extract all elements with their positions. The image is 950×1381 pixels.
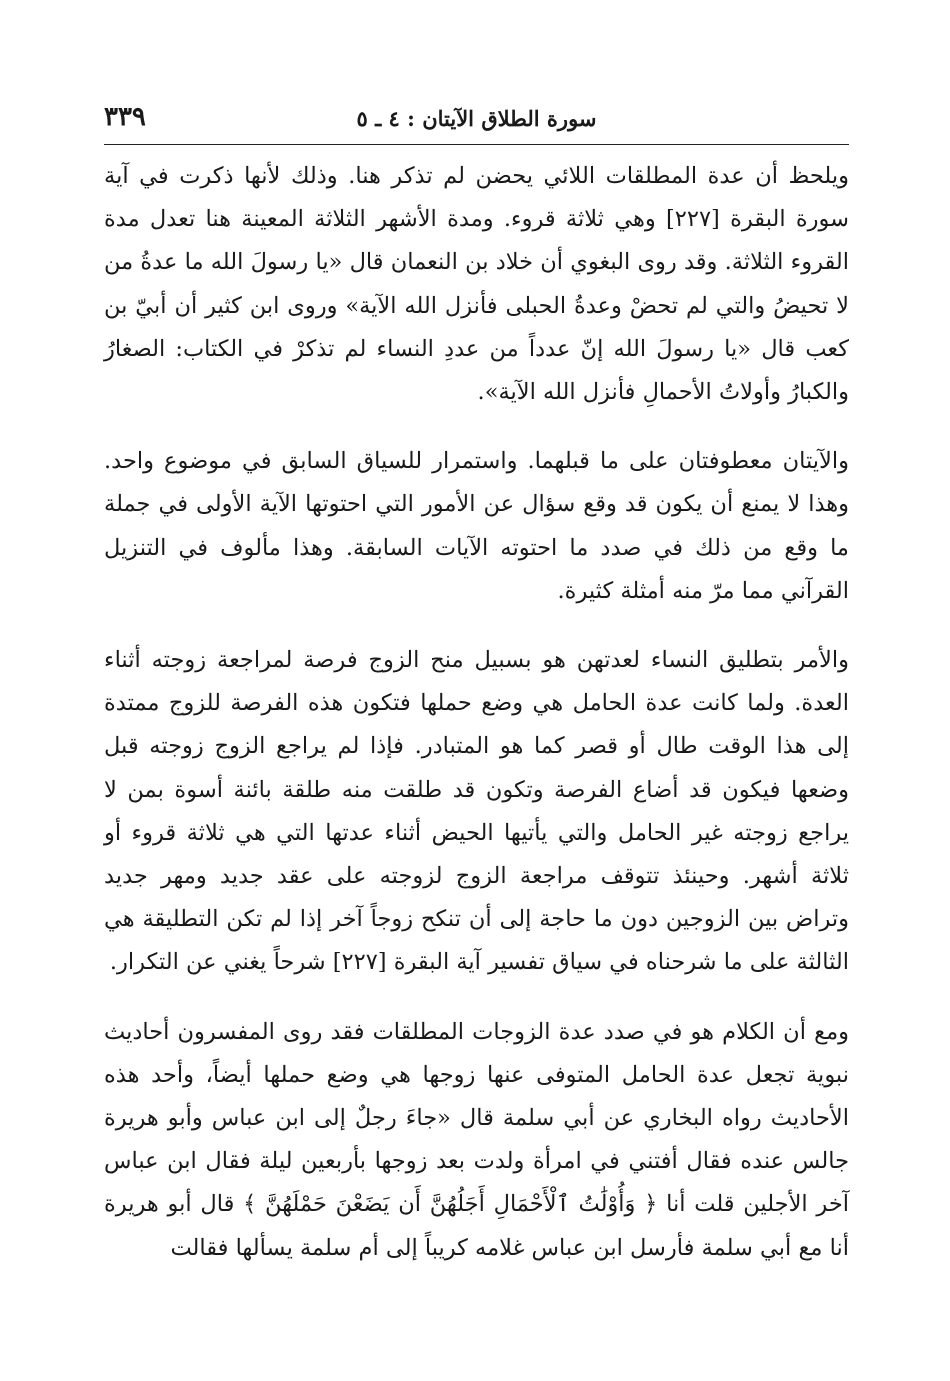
running-header <box>104 100 849 145</box>
paragraph-2: والآيتان معطوفتان على ما قبلهما. واستمرار للسياق السابق في موضوع واحد. وهذا لا يمنع أن يكون قد وقع سؤال عن الأمور التي احتوتها الآية الأولى في جملة ما وقع من ذلك في صدد ما احتوته الآيات السابقة. وهذا مألوف في التنزيل القرآني مما مرّ منه أمثلة كثيرة. <box>104 448 849 604</box>
book-page <box>104 100 849 1296</box>
body-text <box>104 155 849 1270</box>
page-number: ٣٣٩ <box>104 102 146 132</box>
paragraph-3: والأمر بتطليق النساء لعدتهن هو بسبيل منح الزوج فرصة لمراجعة زوجته أثناء العدة. ولما كانت عدة الحامل هي وضع حملها فتكون هذه الفرصة للزوج ممتدة إلى هذا الوقت طال أو قصر كما هو المتبادر. فإذا لم يراجع الزوج زوجته قبل وضعها فيكون قد أضاع الفرصة وتكون قد طلقت منه طلقة بائنة أسوة بمن لا يراجع زوجته غير الحامل والتي يأتيها الحيض أثناء عدتها التي هي ثلاثة قروء أو ثلاثة أشهر. وحينئذ تتوقف مراجعة الزوج لزوجته على عقد جديد ومهر جديد وتراض بين الزوجين دون ما حاجة إلى أن تنكح زوجاً آخر إذا لم تكن التطليقة هي الثالثة على ما شرحناه في سياق تفسير آية البقرة [٢٢٧] شرحاً يغني عن التكرار. <box>104 647 849 976</box>
paragraph-1: ويلحظ أن عدة المطلقات اللائي يحضن لم تذكر هنا. وذلك لأنها ذكرت في آية سورة البقرة [٢٢٧] وهي ثلاثة قروء. ومدة الأشهر الثلاثة المعينة هنا تعدل مدة القروء الثلاثة. وقد روى البغوي أن خلاد بن النعمان قال «يا رسولَ الله ما عدةُ من لا تحيضُ والتي لم تحضْ وعدةُ الحبلى فأنزل الله الآية» وروى ابن كثير أن أبيّ بن كعب قال «يا رسولَ الله إنّ عدداً من عددِ النساء لم تذكرْ في الكتاب: الصغارُ والكبارُ وأولاتُ الأحمالِ فأنزل الله الآية». <box>104 163 849 406</box>
paragraph-4: ومع أن الكلام هو في صدد عدة الزوجات المطلقات فقد روى المفسرون أحاديث نبوية تجعل عدة الحامل المتوفى عنها زوجها هي وضع حملها أيضاً، وأحد هذه الأحاديث رواه البخاري عن أبي سلمة قال «جاءَ رجلٌ إلى ابن عباس وأبو هريرة جالس عنده فقال أفتني في امرأة ولدت بعد زوجها بأربعين ليلة فقال ابن عباس آخر الأجلين قلت أنا ﴿ وَأُوْلَٰتُ ٱلْأَحْمَالِ أَجَلُهُنَّ أَن يَضَعْنَ حَمْلَهُنَّ ﴾ قال أبو هريرة أنا مع أبي سلمة فأرسل ابن عباس غلامه كريباً إلى أم سلمة يسألها فقالت <box>104 1018 849 1261</box>
running-title: سورة الطلاق الآيتان : ٤ ـ ٥ <box>356 106 597 131</box>
